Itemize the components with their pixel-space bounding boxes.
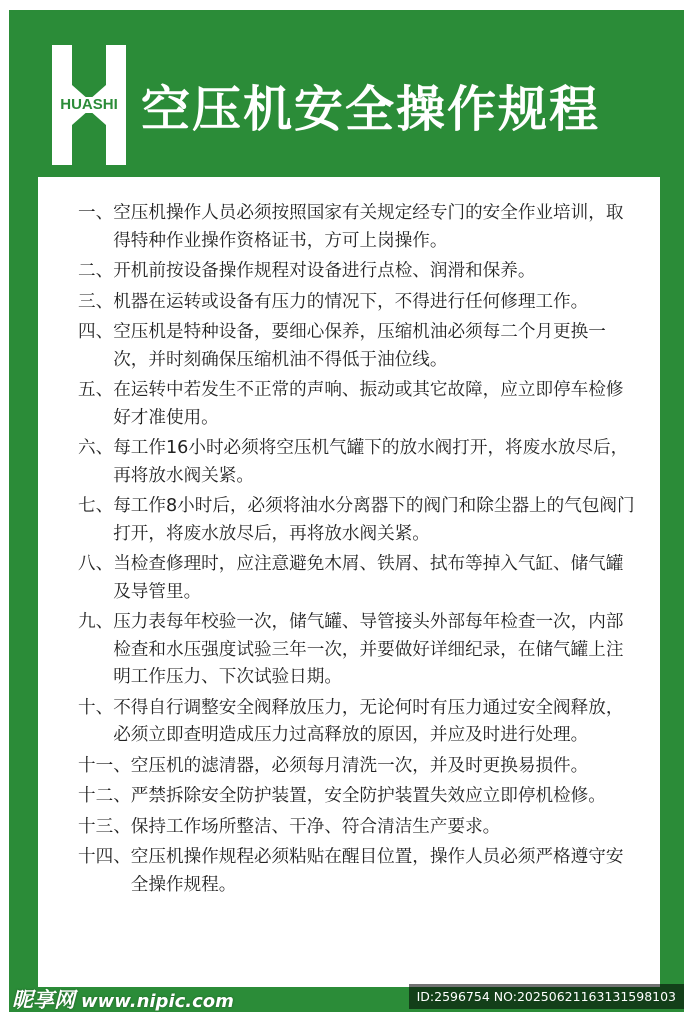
rule-item — [78, 783, 638, 811]
rule-number: 七、 — [78, 496, 114, 516]
rule-item — [78, 551, 638, 606]
rule-text: 开机前按设备操作规程对设备进行点检、润滑和保养。 — [113, 261, 536, 281]
rule-number: 十三、 — [78, 816, 131, 837]
rule-number: 九、 — [78, 612, 114, 632]
rule-text: 空压机是特种设备，要细心保养，压缩机油必须每二个月更换一次，并时刻确保压缩机油不得低于油位线。 — [113, 322, 606, 370]
rule-item — [78, 377, 638, 432]
rule-number: 四、 — [78, 322, 114, 342]
rule-text: 空压机操作规程必须粘贴在醒目位置，操作人员必须严格遵守安全操作规程。 — [130, 847, 624, 895]
rule-text: 不得自行调整安全阀释放压力，无论何时有压力通过安全阀释放，必须立即查明造成压力过高释放的原因，并应及时进行处理。 — [113, 697, 624, 745]
rule-text: 在运转中若发生不正常的声响、振动或其它故障，应立即停车检修好才准使用。 — [113, 380, 624, 428]
rule-text: 空压机的滤清器，必须每月清洗一次，并及时更换易损件。 — [130, 755, 589, 776]
rule-item — [78, 753, 638, 781]
rule-text: 保持工作场所整洁、干净、符合清洁生产要求。 — [130, 816, 501, 837]
site-watermark — [12, 984, 234, 1014]
sign-board — [9, 10, 684, 1012]
rule-number: 六、 — [78, 438, 114, 458]
rule-text: 压力表每年校验一次，储气罐、导管接头外部每年检查一次，内部检查和水压强度试验三年一次，并要做好详细纪录，在储气罐上注明工作压力、下次试验日期。 — [113, 612, 624, 687]
rule-text: 严禁拆除安全防护装置，安全防护装置失效应立即停机检修。 — [130, 786, 606, 806]
rule-number: 十、 — [78, 697, 114, 718]
rule-number: 十一、 — [78, 755, 131, 776]
rule-item — [78, 844, 638, 899]
sign-title: 空压机安全操作规程 — [141, 81, 601, 138]
rule-number: 五、 — [78, 380, 114, 400]
logo-text: HUASHI — [52, 97, 126, 113]
rule-item — [78, 319, 638, 374]
rule-text: 每工作8小时后，必须将油水分离器下的阀门和除尘器上的气包阀门打开，将废水放尽后，再将放水阀关紧。 — [113, 496, 635, 544]
rule-number: 十二、 — [78, 786, 131, 806]
site-name: 昵享网 — [12, 988, 75, 1012]
rule-item — [78, 814, 638, 842]
rule-text: 空压机操作人员必须按照国家有关规定经专门的安全作业培训，取得特种作业操作资格证书，方可上岗操作。 — [113, 203, 624, 251]
rule-item — [78, 609, 638, 692]
rule-item — [78, 435, 638, 490]
rule-text: 每工作16小时必须将空压机气罐下的放水阀打开，将废水放尽后，再将放水阀关紧。 — [113, 438, 629, 486]
rule-item — [78, 493, 638, 548]
rule-number: 一、 — [78, 203, 114, 223]
rules-panel — [38, 177, 660, 987]
rule-item — [78, 695, 638, 750]
rule-number: 十四、 — [78, 847, 131, 867]
rule-item — [78, 258, 638, 286]
rule-text: 当检查修理时，应注意避免木屑、铁屑、拭布等掉入气缸、储气罐及导管里。 — [113, 554, 624, 602]
rule-item — [78, 200, 638, 255]
image-info-badge: ID:2596754 NO:20250621163131598103 — [409, 984, 684, 1009]
rule-text: 机器在运转或设备有压力的情况下，不得进行任何修理工作。 — [113, 291, 589, 312]
rule-number: 三、 — [78, 291, 114, 312]
rule-number: 二、 — [78, 261, 114, 281]
site-url: www.nipic.com — [81, 991, 234, 1012]
huashi-logo — [52, 45, 126, 165]
rules-list — [78, 200, 638, 902]
rule-number: 八、 — [78, 554, 114, 574]
rule-item — [78, 289, 638, 317]
